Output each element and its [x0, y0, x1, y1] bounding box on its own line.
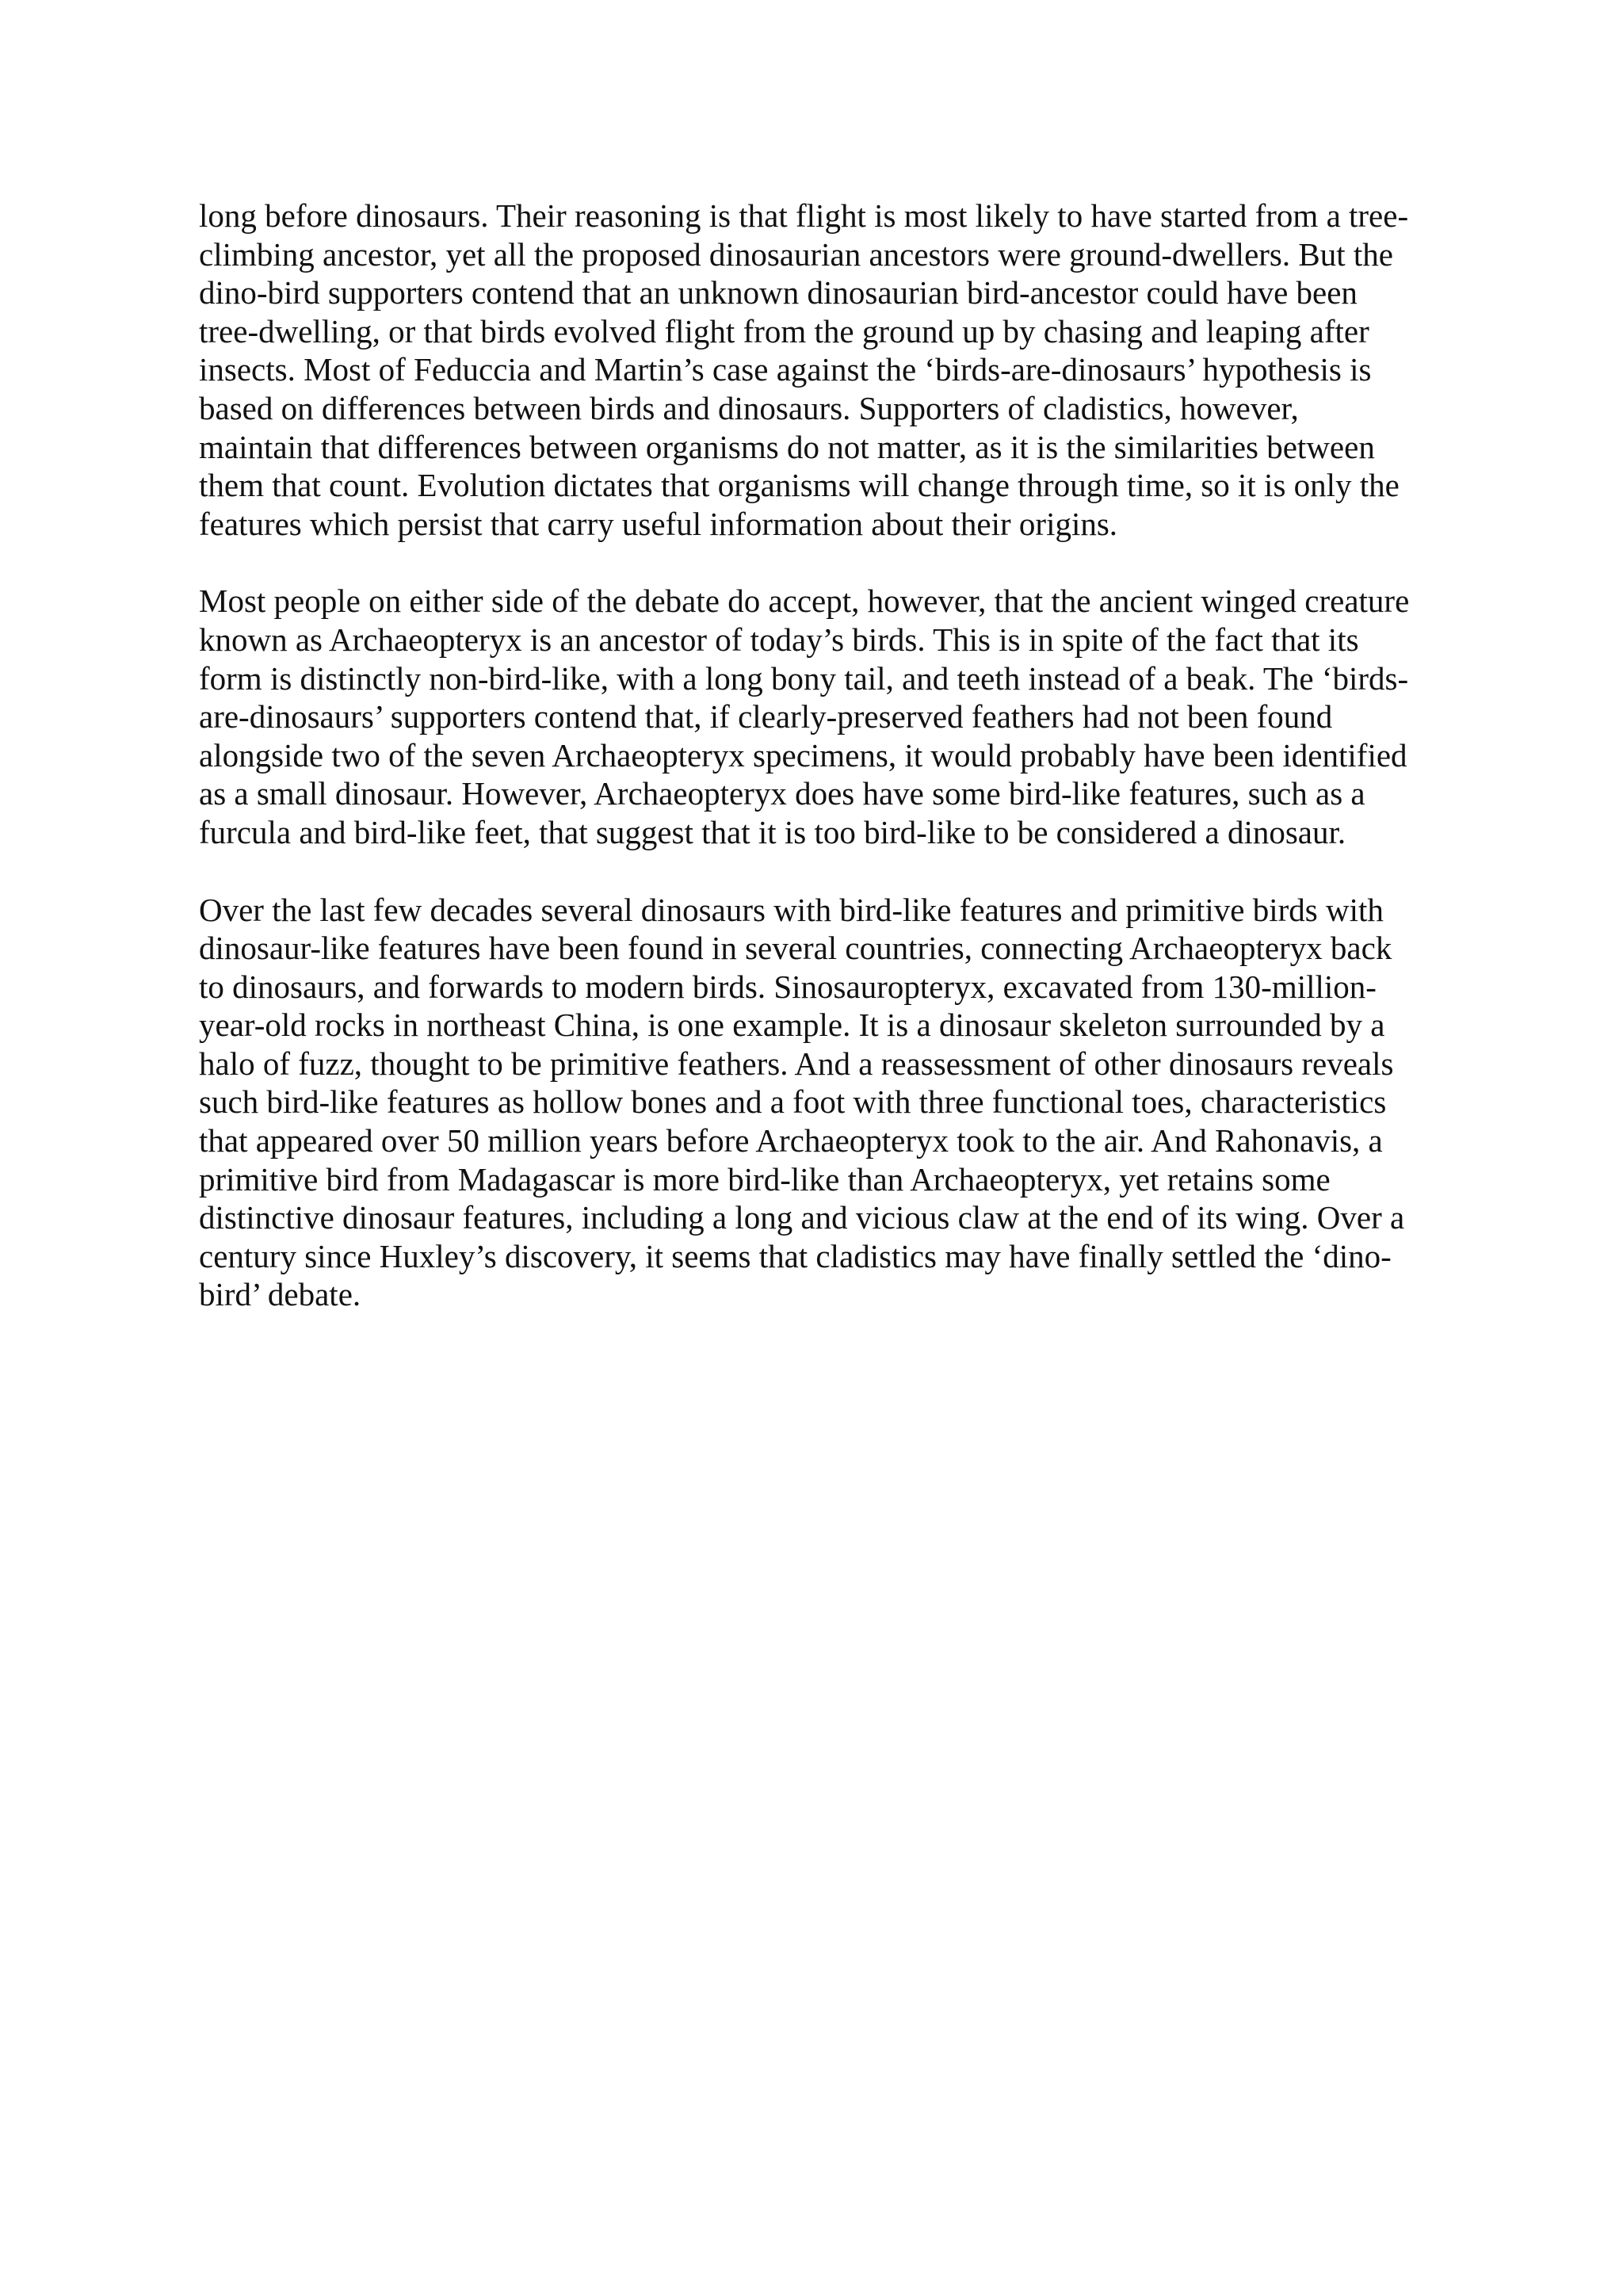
paragraph-1 [199, 197, 1435, 543]
paragraph-line: them that count. Evolution dictates that organisms will change through time, so it is only the [199, 467, 1400, 504]
paragraph-line: Over the last few decades several dinosaurs with bird-like features and primitive birds with [199, 891, 1384, 928]
paragraph-3 [199, 891, 1435, 1315]
paragraph-line: century since Huxley’s discovery, it seems that cladistics may have finally settled the ‘dino- [199, 1237, 1392, 1274]
paragraph-line: climbing ancestor, yet all the proposed dinosaurian ancestors were ground-dwellers. But the [199, 235, 1393, 273]
paragraph-line: distinctive dinosaur features, including a long and vicious claw at the end of its wing. Over a [199, 1199, 1405, 1236]
paragraph-line: year-old rocks in northeast China, is one example. It is a dinosaur skeleton surrounded by a [199, 1007, 1385, 1044]
paragraph-line: insects. Most of Feduccia and Martin’s case against the ‘birds-are-dinosaurs’ hypothesis is [199, 351, 1372, 388]
paragraph-line: to dinosaurs, and forwards to modern birds. Sinosauropteryx, excavated from 130-million- [199, 968, 1377, 1005]
paragraph-line: long before dinosaurs. Their reasoning is that flight is most likely to have started from a tree- [199, 197, 1409, 234]
paragraph-line: known as Archaeopteryx is an ancestor of today’s birds. This is in spite of the fact that its [199, 621, 1359, 658]
paragraph-line: Most people on either side of the debate do accept, however, that the ancient winged creature [199, 583, 1410, 620]
paragraph-line: maintain that differences between organisms do not matter, as it is the similarities between [199, 428, 1375, 465]
paragraph-line: primitive bird from Madagascar is more bird-like than Archaeopteryx, yet retains some [199, 1160, 1331, 1198]
paragraph-line: features which persist that carry useful information about their origins. [199, 505, 1118, 542]
paragraph-line: alongside two of the seven Archaeopteryx specimens, it would probably have been identified [199, 736, 1407, 774]
paragraph-line: halo of fuzz, thought to be primitive feathers. And a reassessment of other dinosaurs reveals [199, 1045, 1394, 1082]
paragraph-line: tree-dwelling, or that birds evolved flight from the ground up by chasing and leaping after [199, 312, 1369, 350]
article-body [199, 197, 1435, 1353]
paragraph-line: furcula and bird-like feet, that suggest that it is too bird-like to be considered a dinosaur. [199, 813, 1346, 850]
paragraph-line: bird’ debate. [199, 1276, 361, 1313]
paragraph-2 [199, 582, 1435, 851]
paragraph-line: form is distinctly non-bird-like, with a long bony tail, and teeth instead of a beak. The ‘birds- [199, 659, 1409, 697]
paragraph-line: as a small dinosaur. However, Archaeopteryx does have some bird-like features, such as a [199, 775, 1365, 812]
paragraph-line: based on differences between birds and dinosaurs. Supporters of cladistics, however, [199, 389, 1299, 426]
paragraph-line: such bird-like features as hollow bones and a foot with three functional toes, characteristics [199, 1083, 1387, 1121]
paragraph-line: dino-bird supporters contend that an unknown dinosaurian bird-ancestor could have been [199, 274, 1358, 311]
paragraph-line: are-dinosaurs’ supporters contend that, if clearly-preserved feathers had not been found [199, 698, 1333, 735]
paragraph-line: that appeared over 50 million years before Archaeopteryx took to the air. And Rahonavis, a [199, 1122, 1383, 1159]
paragraph-line: dinosaur-like features have been found in several countries, connecting Archaeopteryx back [199, 930, 1392, 967]
